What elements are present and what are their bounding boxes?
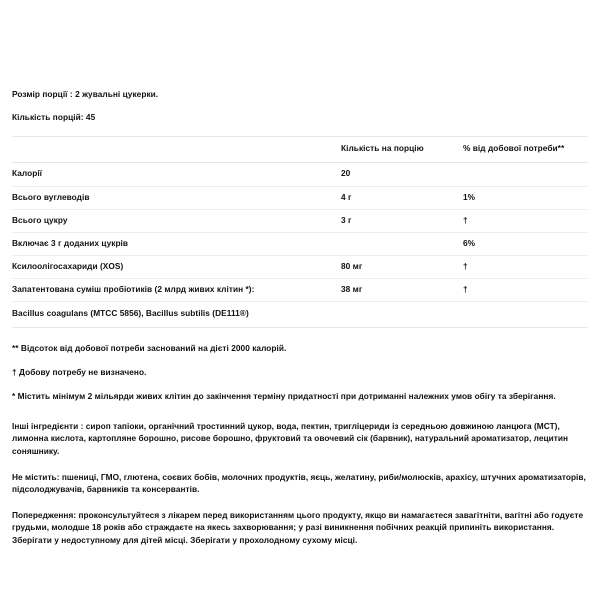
nutrient-name: Всього цукру [12, 209, 341, 232]
nutrient-daily-value [463, 162, 588, 186]
table-row [12, 278, 588, 301]
table-row [12, 255, 588, 278]
nutrient-daily-value: † [463, 209, 588, 232]
free-from-paragraph: Не містить: пшениці, ГМО, глютена, соєвих бобів, молочних продуктів, яєць, желатину, риби/молюсків, арахісу, штучних ароматизаторів, підсолоджувачів, барвників та консервантів. [12, 471, 586, 495]
warning-paragraph: Попередження: проконсультуйтеся з лікарем перед використанням цього продукту, якщо ви намагаєтеся завагітніти, вагітні або годуєте грудьми, молодше 18 років або страждаєте на якесь захворювання; у разі виникнення побічних реакцій припиніть використання. Зберігати у недоступному для дітей місці. Зберігати у прохолодному сухому місці. [12, 509, 584, 546]
nutrient-name: Запатентована суміш пробіотиків (2 млрд живих клітин *): [12, 278, 341, 301]
table-row-probiotic-strains [12, 301, 588, 327]
nutrient-amount: 3 г [341, 209, 463, 232]
column-header-daily-value: % від добової потреби** [463, 136, 588, 162]
table-row [12, 186, 588, 209]
footnotes-section [12, 342, 588, 402]
probiotic-strains-amount [341, 301, 463, 327]
footnote-live-cells: * Містить мінімум 2 мільярди живих клітин до закінчення терміну придатності при дотриманні належних умов обігу та зберігання. [12, 390, 556, 401]
nutrient-name: Калорії [12, 162, 341, 186]
nutrient-daily-value: † [463, 278, 588, 301]
nutrient-amount: 38 мг [341, 278, 463, 301]
probiotic-strains-name: Bacillus coagulans (MTCC 5856), Bacillus subtilis (DE111®) [12, 301, 341, 327]
nutrient-daily-value: † [463, 255, 588, 278]
nutrient-name: Всього вуглеводів [12, 186, 341, 209]
probiotic-strains-daily-value [463, 301, 588, 327]
column-header-amount-per-serving: Кількість на порцію [341, 136, 463, 162]
footnote-percent-daily-value: ** Відсоток від добової потреби заснований на дієті 2000 калорій. [12, 342, 287, 353]
nutrient-name: Ксилоолігосахариди (XOS) [12, 255, 341, 278]
nutrient-amount: 20 [341, 162, 463, 186]
nutrient-daily-value: 1% [463, 186, 588, 209]
table-row [12, 232, 588, 255]
serving-size-label: Розмір порції : 2 жувальні цукерки. [12, 89, 159, 99]
other-ingredients-paragraph: Інші інгредієнти : сироп тапіоки, органічний тростинний цукор, вода, пектин, тригліцериди із середньою довжиною ланцюга (МСТ), лимонна кислота, картопляне борошно, рисове борошно, фруктовий та овочевий сік (барвник), натуральний ароматизатор, лецитин соняшнику. [12, 420, 569, 456]
nutrient-amount: 80 мг [341, 255, 463, 278]
nutrient-amount: 4 г [341, 186, 463, 209]
nutrient-amount [341, 232, 463, 255]
table-row [12, 209, 588, 232]
supplement-facts-table [12, 136, 588, 328]
nutrient-name: Включає 3 г доданих цукрів [12, 232, 341, 255]
nutrient-daily-value: 6% [463, 232, 588, 255]
column-header-nutrient [12, 136, 341, 162]
servings-per-container-label: Кількість порцій: 45 [12, 112, 96, 123]
table-header-row [12, 136, 588, 162]
table-row [12, 162, 588, 186]
table-body [12, 162, 588, 327]
table-header [12, 136, 588, 162]
footnote-daily-value-not-established: † Добову потребу не визначено. [12, 366, 147, 377]
